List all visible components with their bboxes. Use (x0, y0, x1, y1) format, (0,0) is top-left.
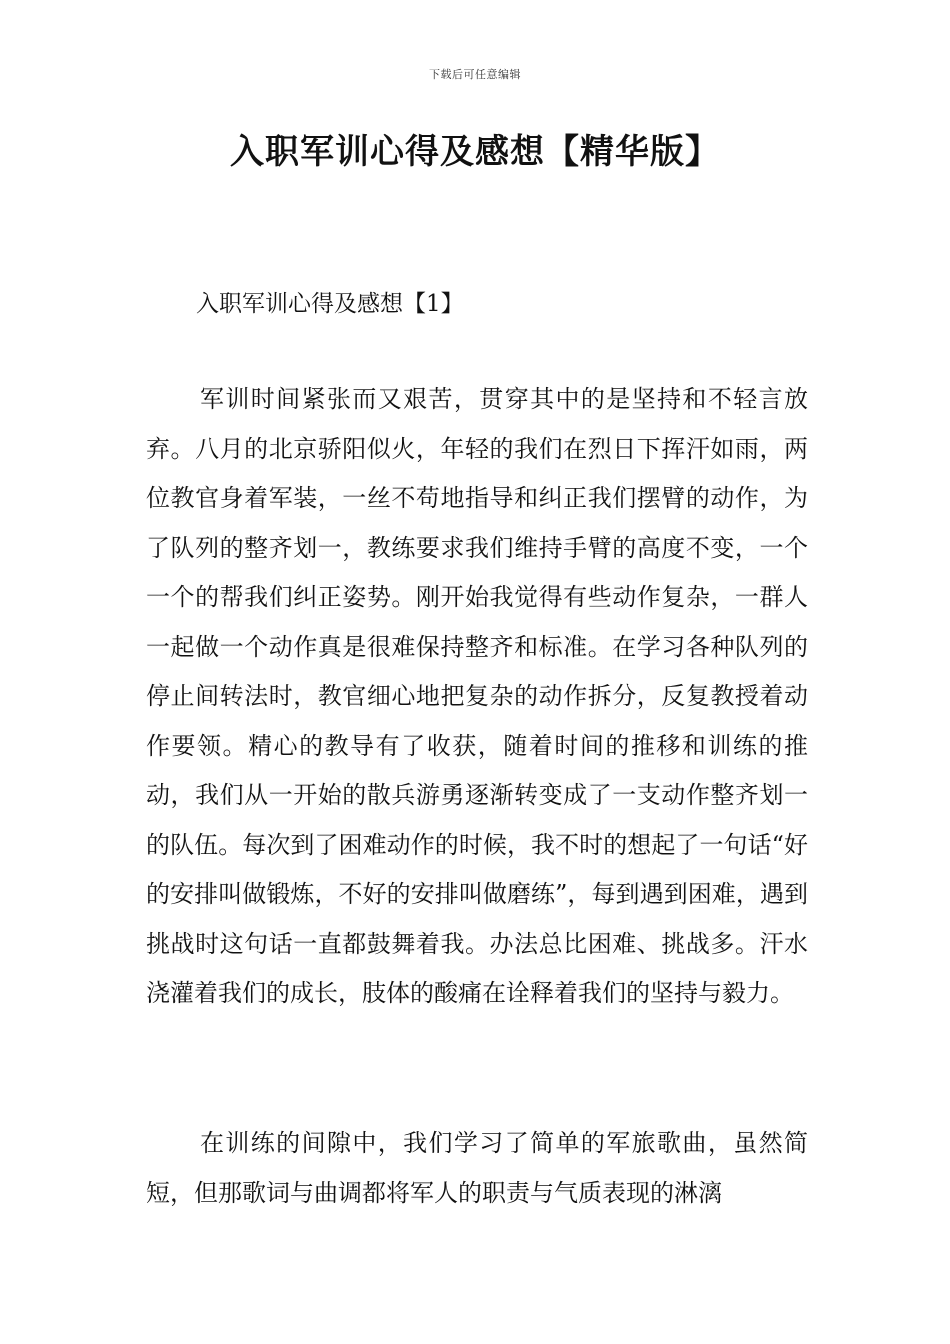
document-title: 入职军训心得及感想【精华版】 (230, 132, 720, 172)
section-heading: 入职军训心得及感想【1】 (196, 291, 464, 317)
body-paragraph: 军训时间紧张而又艰苦，贯穿其中的是坚持和不轻言放弃。八月的北京骄阳似火，年轻的我们在烈日下挥汗如雨，两位教官身着军装，一丝不苟地指导和纠正我们摆臂的动作，为了队列的整齐划一，教练要求我们维持手臂的高度不变，一个一个的帮我们纠正姿势。刚开始我觉得有些动作复杂，一群人一起做一个动作真是很难保持整齐和标准。在学习各种队列的停止间转法时，教官细心地把复杂的动作拆分，反复教授着动作要领。精心的教导有了收获，随着时间的推移和训练的推动，我们从一开始的散兵游勇逐渐转变成了一支动作整齐划一的队伍。每次到了困难动作的时候，我不时的想起了一句话“好的安排叫做锻炼，不好的安排叫做磨练”，每到遇到困难，遇到挑战时这句话一直都鼓舞着我。办法总比困难、挑战多。汗水浇灌着我们的成长，肢体的酸痛在诠释着我们的坚持与毅力。 (146, 385, 808, 1007)
header-note: 下载后可任意编辑 (429, 68, 521, 81)
body-paragraph: 在训练的间隙中，我们学习了简单的军旅歌曲，虽然简短，但那歌词与曲调都将军人的职责与气质表现的淋漓 (146, 1129, 808, 1207)
